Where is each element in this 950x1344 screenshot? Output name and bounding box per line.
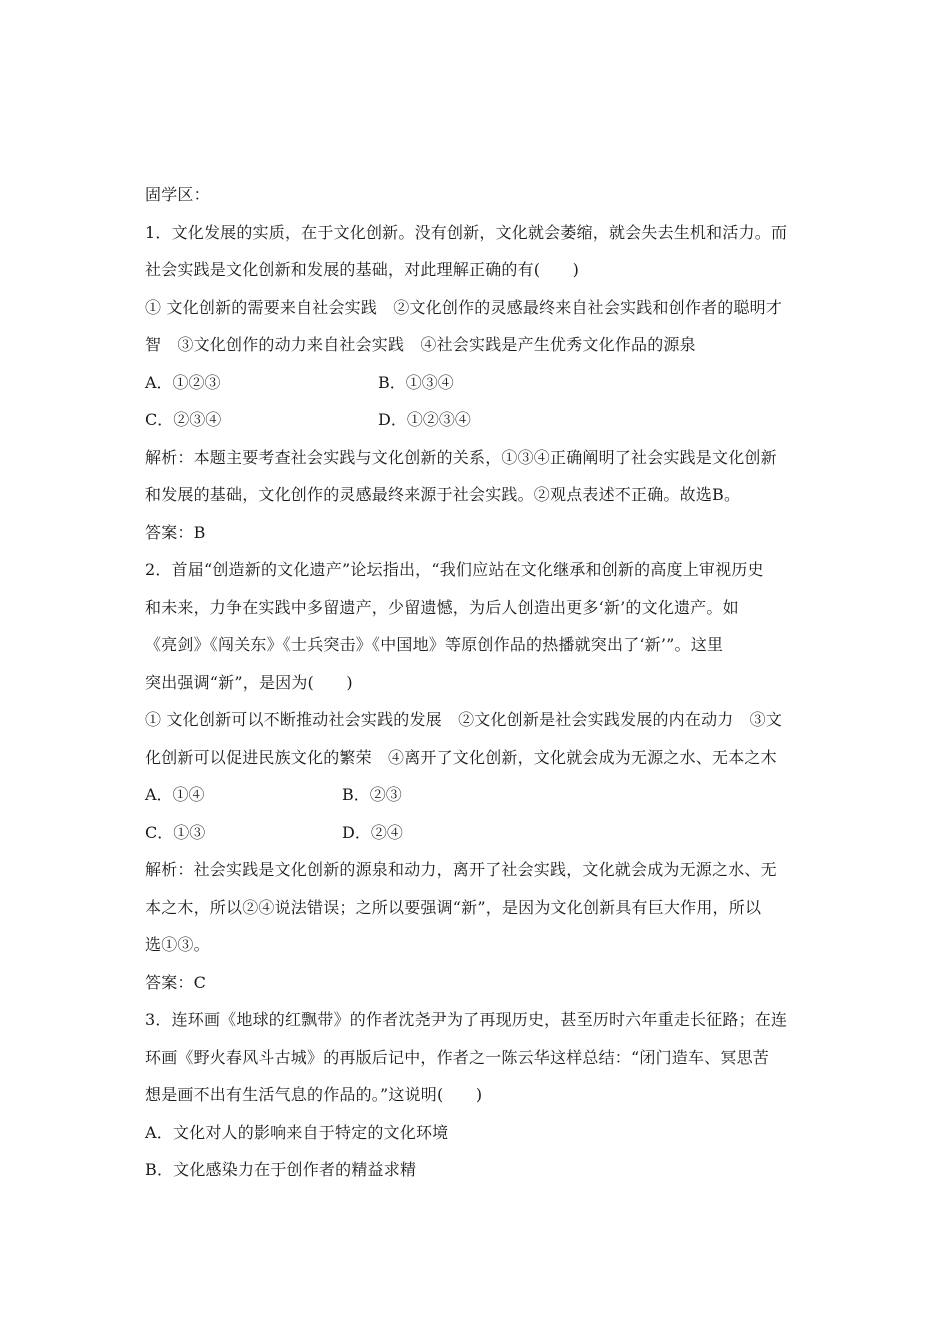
analysis-line: 解析：本题主要考查社会实践与文化创新的关系，①③④正确阐明了社会实践是文化创新 [145, 447, 777, 467]
analysis-line: 选①③。 [145, 935, 210, 954]
option-b: B．②③ [342, 785, 402, 804]
question-stem-line: 社会实践是文化创新和发展的基础，对此理解正确的有( ) [145, 260, 580, 279]
statement-line: ① 文化创新可以不断推动社会实践的发展 ②文化创新是社会实践发展的内在动力 ③文 [145, 710, 783, 729]
option-a: A．文化对人的影响来自于特定的文化环境 [145, 1122, 449, 1142]
document-page [145, 176, 810, 1189]
option-row [145, 776, 810, 814]
question-3 [145, 1001, 810, 1189]
question-stem-line: 和未来，力争在实践中多留遗产，少留遗憾，为后人创造出更多‘新’的文化遗产。如 [145, 597, 739, 617]
question-stem-line: 《亮剑》《闯关东》《士兵突击》《中国地》等原创作品的热播就突出了‘新’”。这里 [145, 635, 724, 654]
question-stem-line: 3．连环画《地球的红飘带》的作者沈尧尹为了再现历史，甚至历时六年重走长征路；在连 [145, 1010, 788, 1029]
option-row [145, 401, 810, 439]
question-stem-line: 2．首届“创造新的文化遗产”论坛指出，“我们应站在文化继承和创新的高度上审视历史 [145, 560, 764, 579]
option-row [145, 364, 810, 402]
question-stem-line: 突出强调“新”，是因为( ) [145, 672, 353, 692]
answer-line: 答案：B [145, 522, 206, 542]
option-c: C．②③④ [145, 410, 222, 429]
option-b: B．①③④ [378, 372, 454, 392]
option-a: A．①④ [145, 785, 205, 804]
statement-line: 化创新可以促进民族文化的繁荣 ④离开了文化创新，文化就会成为无源之水、无本之木 [145, 747, 777, 767]
option-a: A．①②③ [145, 372, 221, 392]
analysis-line: 和发展的基础，文化创作的灵感最终来源于社会实践。②观点表述不正确。故选B。 [145, 485, 741, 504]
option-row [145, 814, 810, 852]
statement-line: ① 文化创新的需要来自社会实践 ②文化创作的灵感最终来自社会实践和创作者的聪明才 [145, 297, 783, 317]
question-2 [145, 551, 810, 1001]
option-d: D．②④ [342, 822, 403, 842]
section-title: 固学区： [145, 185, 210, 204]
statement-line: 智 ③文化创作的动力来自社会实践 ④社会实践是产生优秀文化作品的源泉 [145, 335, 696, 354]
analysis-line: 解析：社会实践是文化创新的源泉和动力，离开了社会实践，文化就会成为无源之水、无 [145, 860, 777, 879]
question-stem-line: 环画《野火春风斗古城》的再版后记中，作者之一陈云华这样总结：“闭门造车、冥思苦 [145, 1047, 769, 1067]
option-c: C．①③ [145, 822, 206, 842]
answer-line: 答案：C [145, 972, 207, 992]
analysis-line: 本之木，所以②④说法错误；之所以要强调“新”，是因为文化创新具有巨大作用，所以 [145, 897, 762, 917]
question-stem-line: 1．文化发展的实质，在于文化创新。没有创新，文化就会萎缩，就会失去生机和活力。而 [145, 222, 788, 242]
question-1 [145, 214, 810, 552]
option-d: D．①②③④ [378, 410, 471, 429]
question-stem-line: 想是画不出有生活气息的作品的。”这说明( ) [145, 1085, 483, 1104]
option-b: B．文化感染力在于创作者的精益求精 [145, 1160, 417, 1179]
